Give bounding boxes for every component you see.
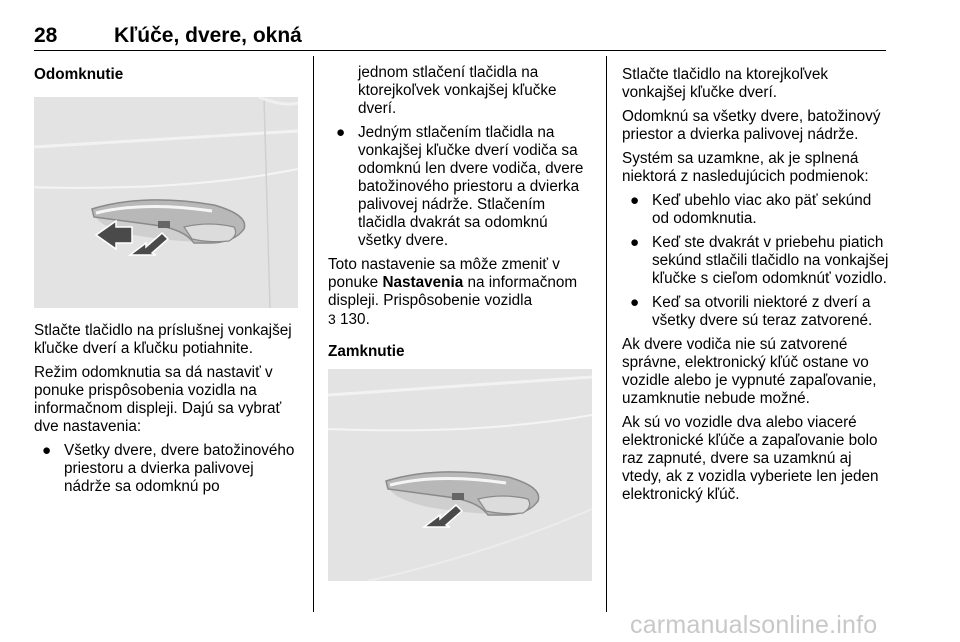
- list-item: ● Jedným stlačením tlačidla na vonkajšej kľučke dverí vodiča sa odomknú len dvere vodiča, dvere batožinového priestoru a dvierka palivovej nádrže. Stlačením tlačidla dvakrát sa odomknú všetky dvere.: [336, 124, 584, 249]
- bullet-icon: ●: [630, 234, 640, 251]
- header-rule: [34, 50, 886, 51]
- figure-unlock-handle: [34, 97, 298, 308]
- watermark: carmanualsonline.info: [630, 611, 878, 639]
- list-item: ● Keď sa otvorili niektoré z dverí a všetky dvere sú teraz zatvorené.: [630, 294, 873, 329]
- heading-lock: Zamknutie: [328, 343, 405, 360]
- paragraph: Odomknú sa všetky dvere, batožinový priestor a dvierka palivovej nádrže.: [622, 108, 881, 143]
- column-3: [622, 66, 890, 510]
- paragraph: Stlačte tlačidlo na príslušnej vonkajšej kľučke dverí a kľučku potiahnite.: [34, 322, 292, 357]
- reference-arrow-icon: 3: [328, 311, 336, 327]
- list-item: ● Keď ubehlo viac ako päť sekúnd od odomknutia.: [630, 192, 872, 227]
- paragraph: Systém sa uzamkne, ak je splnená niektorá z nasledujúcich podmienok:: [622, 150, 869, 185]
- paragraph: Toto nastavenie sa môže zmeniť v ponuke Nastavenia na informačnom displeji. Prispôsobenie vozidla 3 130.: [328, 256, 578, 328]
- column-divider-1: [313, 56, 314, 612]
- list-item: ● Keď ste dvakrát v priebehu piatich sekúnd stlačili tlačidlo na vonkajšej kľučke s cieľom odomknúť vozidlo.: [630, 234, 889, 287]
- column-2: [328, 64, 593, 581]
- figure-lock-handle: [328, 369, 592, 581]
- bullet-icon: ●: [336, 124, 346, 141]
- paragraph: Ak sú vo vozidle dva alebo viaceré elektronické kľúče a zapaľovanie bolo raz zapnuté, dvere sa uzamknú aj vtedy, ak z vozidla vyberiete len jeden elektronický kľúč.: [622, 414, 879, 503]
- handle-button: [452, 493, 464, 500]
- list-item-continued: jednom stlačení tlačidla na ktorejkoľvek vonkajšej kľučke dverí.: [358, 64, 557, 117]
- menu-name-settings: Nastavenia: [382, 274, 464, 291]
- page-number: 28: [34, 24, 58, 47]
- paragraph: Režim odomknutia sa dá nastaviť v ponuke prispôsobenia vozidla na informačnom displeji. Dajú sa vybrať dve nastavenia:: [34, 364, 282, 435]
- heading-unlock: Odomknutie: [34, 66, 124, 83]
- bullet-icon: ●: [42, 442, 52, 459]
- paragraph: Stlačte tlačidlo na ktorejkoľvek vonkajšej kľučke dverí.: [622, 66, 828, 101]
- lock-handle-illustration: [328, 369, 592, 581]
- page-reference: 130.: [340, 311, 370, 328]
- column-divider-2: [606, 56, 607, 612]
- bullet-icon: ●: [630, 192, 640, 209]
- page-title: Kľúče, dvere, okná: [114, 24, 302, 47]
- page-header: [34, 24, 886, 50]
- handle-button: [158, 221, 170, 228]
- list-item: ● Všetky dvere, dvere batožinového priestoru a dvierka palivovej nádrže sa odomknú po: [42, 442, 295, 495]
- unlock-handle-illustration: [34, 97, 298, 308]
- column-1: [34, 66, 300, 502]
- bullet-icon: ●: [630, 294, 640, 311]
- paragraph: Ak dvere vodiča nie sú zatvorené správne, elektronický kľúč ostane vo vozidle alebo je vypnuté zapaľovanie, uzamknutie nebude možné.: [622, 336, 877, 407]
